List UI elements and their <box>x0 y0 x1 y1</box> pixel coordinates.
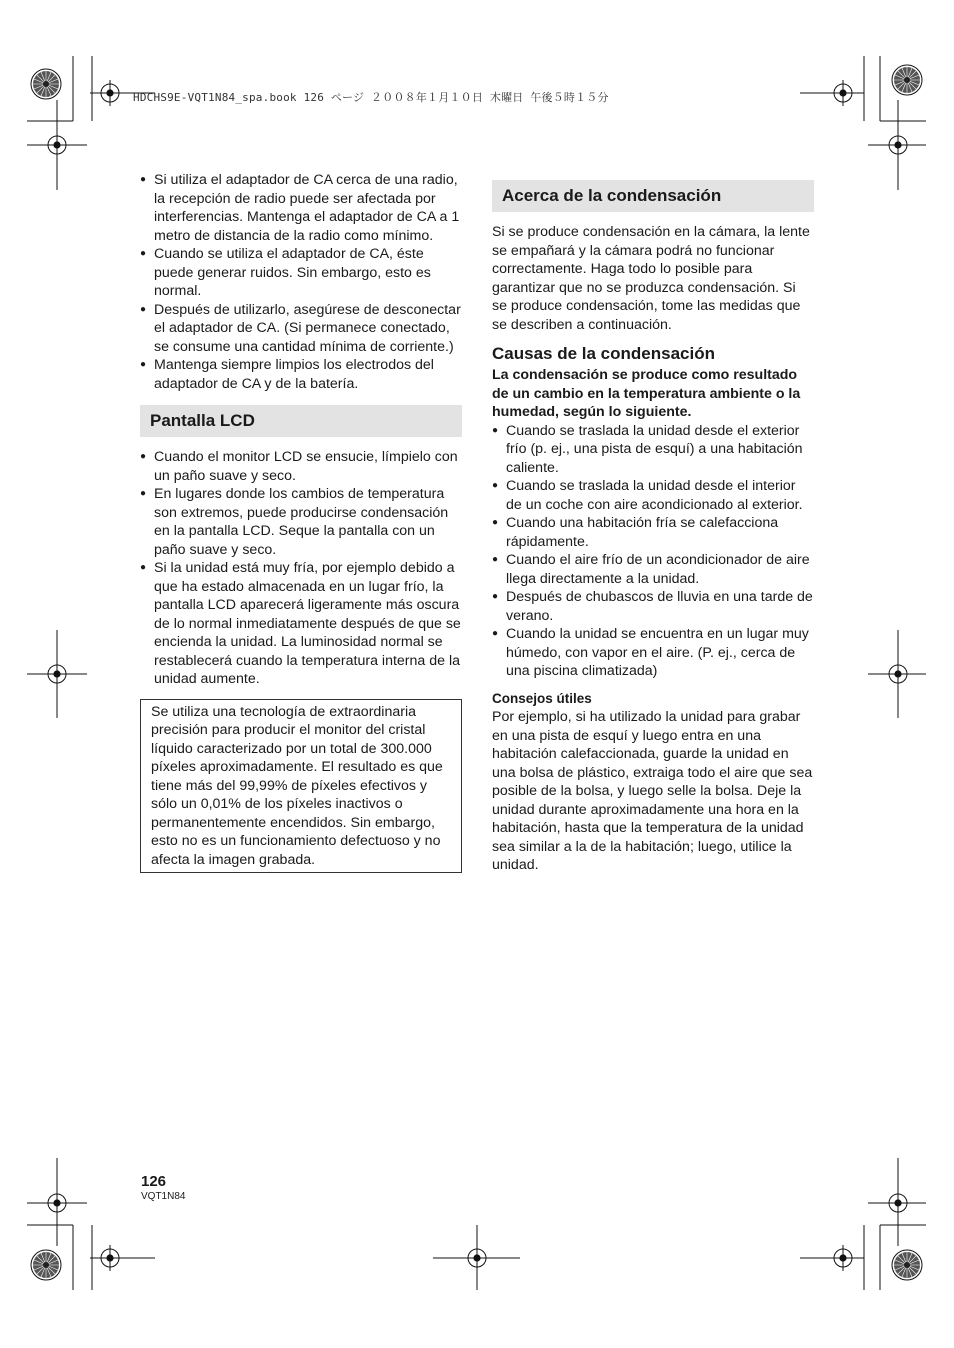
causes-bullets <box>492 422 814 681</box>
list-item: ● Después de chubascos de lluvia en una tarde de verano. <box>492 589 813 624</box>
bullet-icon: ● <box>140 451 147 462</box>
bullet-icon: ● <box>140 303 147 315</box>
list-item: ● Cuando se utiliza el adaptador de CA, éste puede generar ruidos. Sin embargo, esto es normal. <box>140 246 431 299</box>
ac-adapter-bullets <box>140 171 462 393</box>
lcd-section-heading: Pantalla LCD <box>140 405 462 437</box>
bullet-icon: ● <box>140 488 147 499</box>
lcd-bullets <box>140 448 462 689</box>
causes-heading: Causas de la condensación <box>492 344 715 363</box>
list-item: ● Cuando la unidad se encuentra en un lugar muy húmedo, con vapor en el aire. (P. ej., cerca de una piscina climatizada) <box>492 626 809 679</box>
condensation-intro: Si se produce condensación en la cámara, la lente se empañará y la cámara podrá no funcionar correctamente. Haga todo lo posible para garantizar que no se produzca condensación. Si se produce condensación, tome las medidas que se describen a continuación. <box>492 224 810 333</box>
list-item: ● Cuando se traslada la unidad desde el exterior frío (p. ej., una pista de esquí) a una habitación caliente. <box>492 422 803 476</box>
list-item: ● Cuando el aire frío de un acondicionador de aire llega directamente a la unidad. <box>492 552 810 587</box>
tips-text: Por ejemplo, si ha utilizado la unidad para grabar en una pista de esquí y luego entra en una habitación calefaccionada, guarde la unidad en una bolsa de plástico, extraiga todo el aire que sea posible de la bolsa, y luego selle la bolsa. Deje la unidad durante aproximadamente una hora en la habitación, hasta que la temperatura de la unidad sea similar a la de la habitación; luego, utilice la unidad. <box>492 709 813 873</box>
condensation-section-heading: Acerca de la condensación <box>492 180 814 212</box>
list-item: ● En lugares donde los cambios de temperatura son extremos, puede producirse condensación en la pantalla LCD. Seque la pantalla con un paño suave y seco. <box>140 486 449 558</box>
bullet-icon: ● <box>492 480 499 491</box>
bullet-icon: ● <box>140 562 147 573</box>
list-item: ● Mantenga siempre limpios los electrodos del adaptador de CA y de la batería. <box>140 357 434 392</box>
page-number: 126 <box>141 1173 167 1190</box>
bullet-icon: ● <box>492 628 499 639</box>
list-item: ● Cuando se traslada la unidad desde el interior de un coche con aire acondicionado al exterior. <box>492 478 803 513</box>
bullet-icon: ● <box>492 554 499 565</box>
bullet-icon: ● <box>140 248 147 259</box>
print-header: HDCHS9E-VQT1N84_spa.book 126 ページ ２００８年１月１０日 木曜日 午後５時１５分 <box>133 91 609 104</box>
causes-lead: La condensación se produce como resultado de un cambio en la temperatura ambiente o la humedad, según lo siguiente. <box>492 367 801 420</box>
bullet-icon: ● <box>492 424 499 436</box>
list-item: ● Si la unidad está muy fría, por ejemplo debido a que ha estado almacenada en un lugar frío, la pantalla LCD aparecerá ligeramente más oscura de lo normal inmediatamente después de que se encienda la unidad. La luminosidad normal se restablecerá cuando la temperatura interna de la unidad aumente. <box>140 560 461 687</box>
lcd-pixel-note-box: Se utiliza una tecnología de extraordinaria precisión para producir el monitor del cristal líquido caracterizado por un total de 300.000 píxeles aproximadamente. El resultado es que tiene más del 99,99% de píxeles efectivos y sólo un 0,01% de los píxeles inactivos o permanentemente encendidos. Sin embargo, esto no es un funcionamiento defectuoso y no afecta la imagen grabada. <box>140 699 462 874</box>
tips-heading: Consejos útiles <box>492 690 592 706</box>
model-code: VQT1N84 <box>141 1191 186 1202</box>
bullet-icon: ● <box>492 591 499 602</box>
bullet-icon: ● <box>140 174 147 185</box>
bullet-icon: ● <box>140 359 147 370</box>
list-item: ● Después de utilizarlo, asegúrese de desconectar el adaptador de CA. (Si permanece conectado, se consume una cantidad mínima de corriente.) <box>140 301 461 355</box>
bullet-icon: ● <box>492 517 499 528</box>
list-item: ● Cuando el monitor LCD se ensucie, límpielo con un paño suave y seco. <box>140 449 458 484</box>
list-item: ● Si utiliza el adaptador de CA cerca de una radio, la recepción de radio puede ser afectada por interferencias. Mantenga el adaptador de CA a 1 metro de distancia de la radio como mínimo. <box>140 172 460 244</box>
right-column <box>492 180 814 875</box>
left-column <box>140 171 462 873</box>
list-item: ● Cuando una habitación fría se calefacciona rápidamente. <box>492 515 779 550</box>
